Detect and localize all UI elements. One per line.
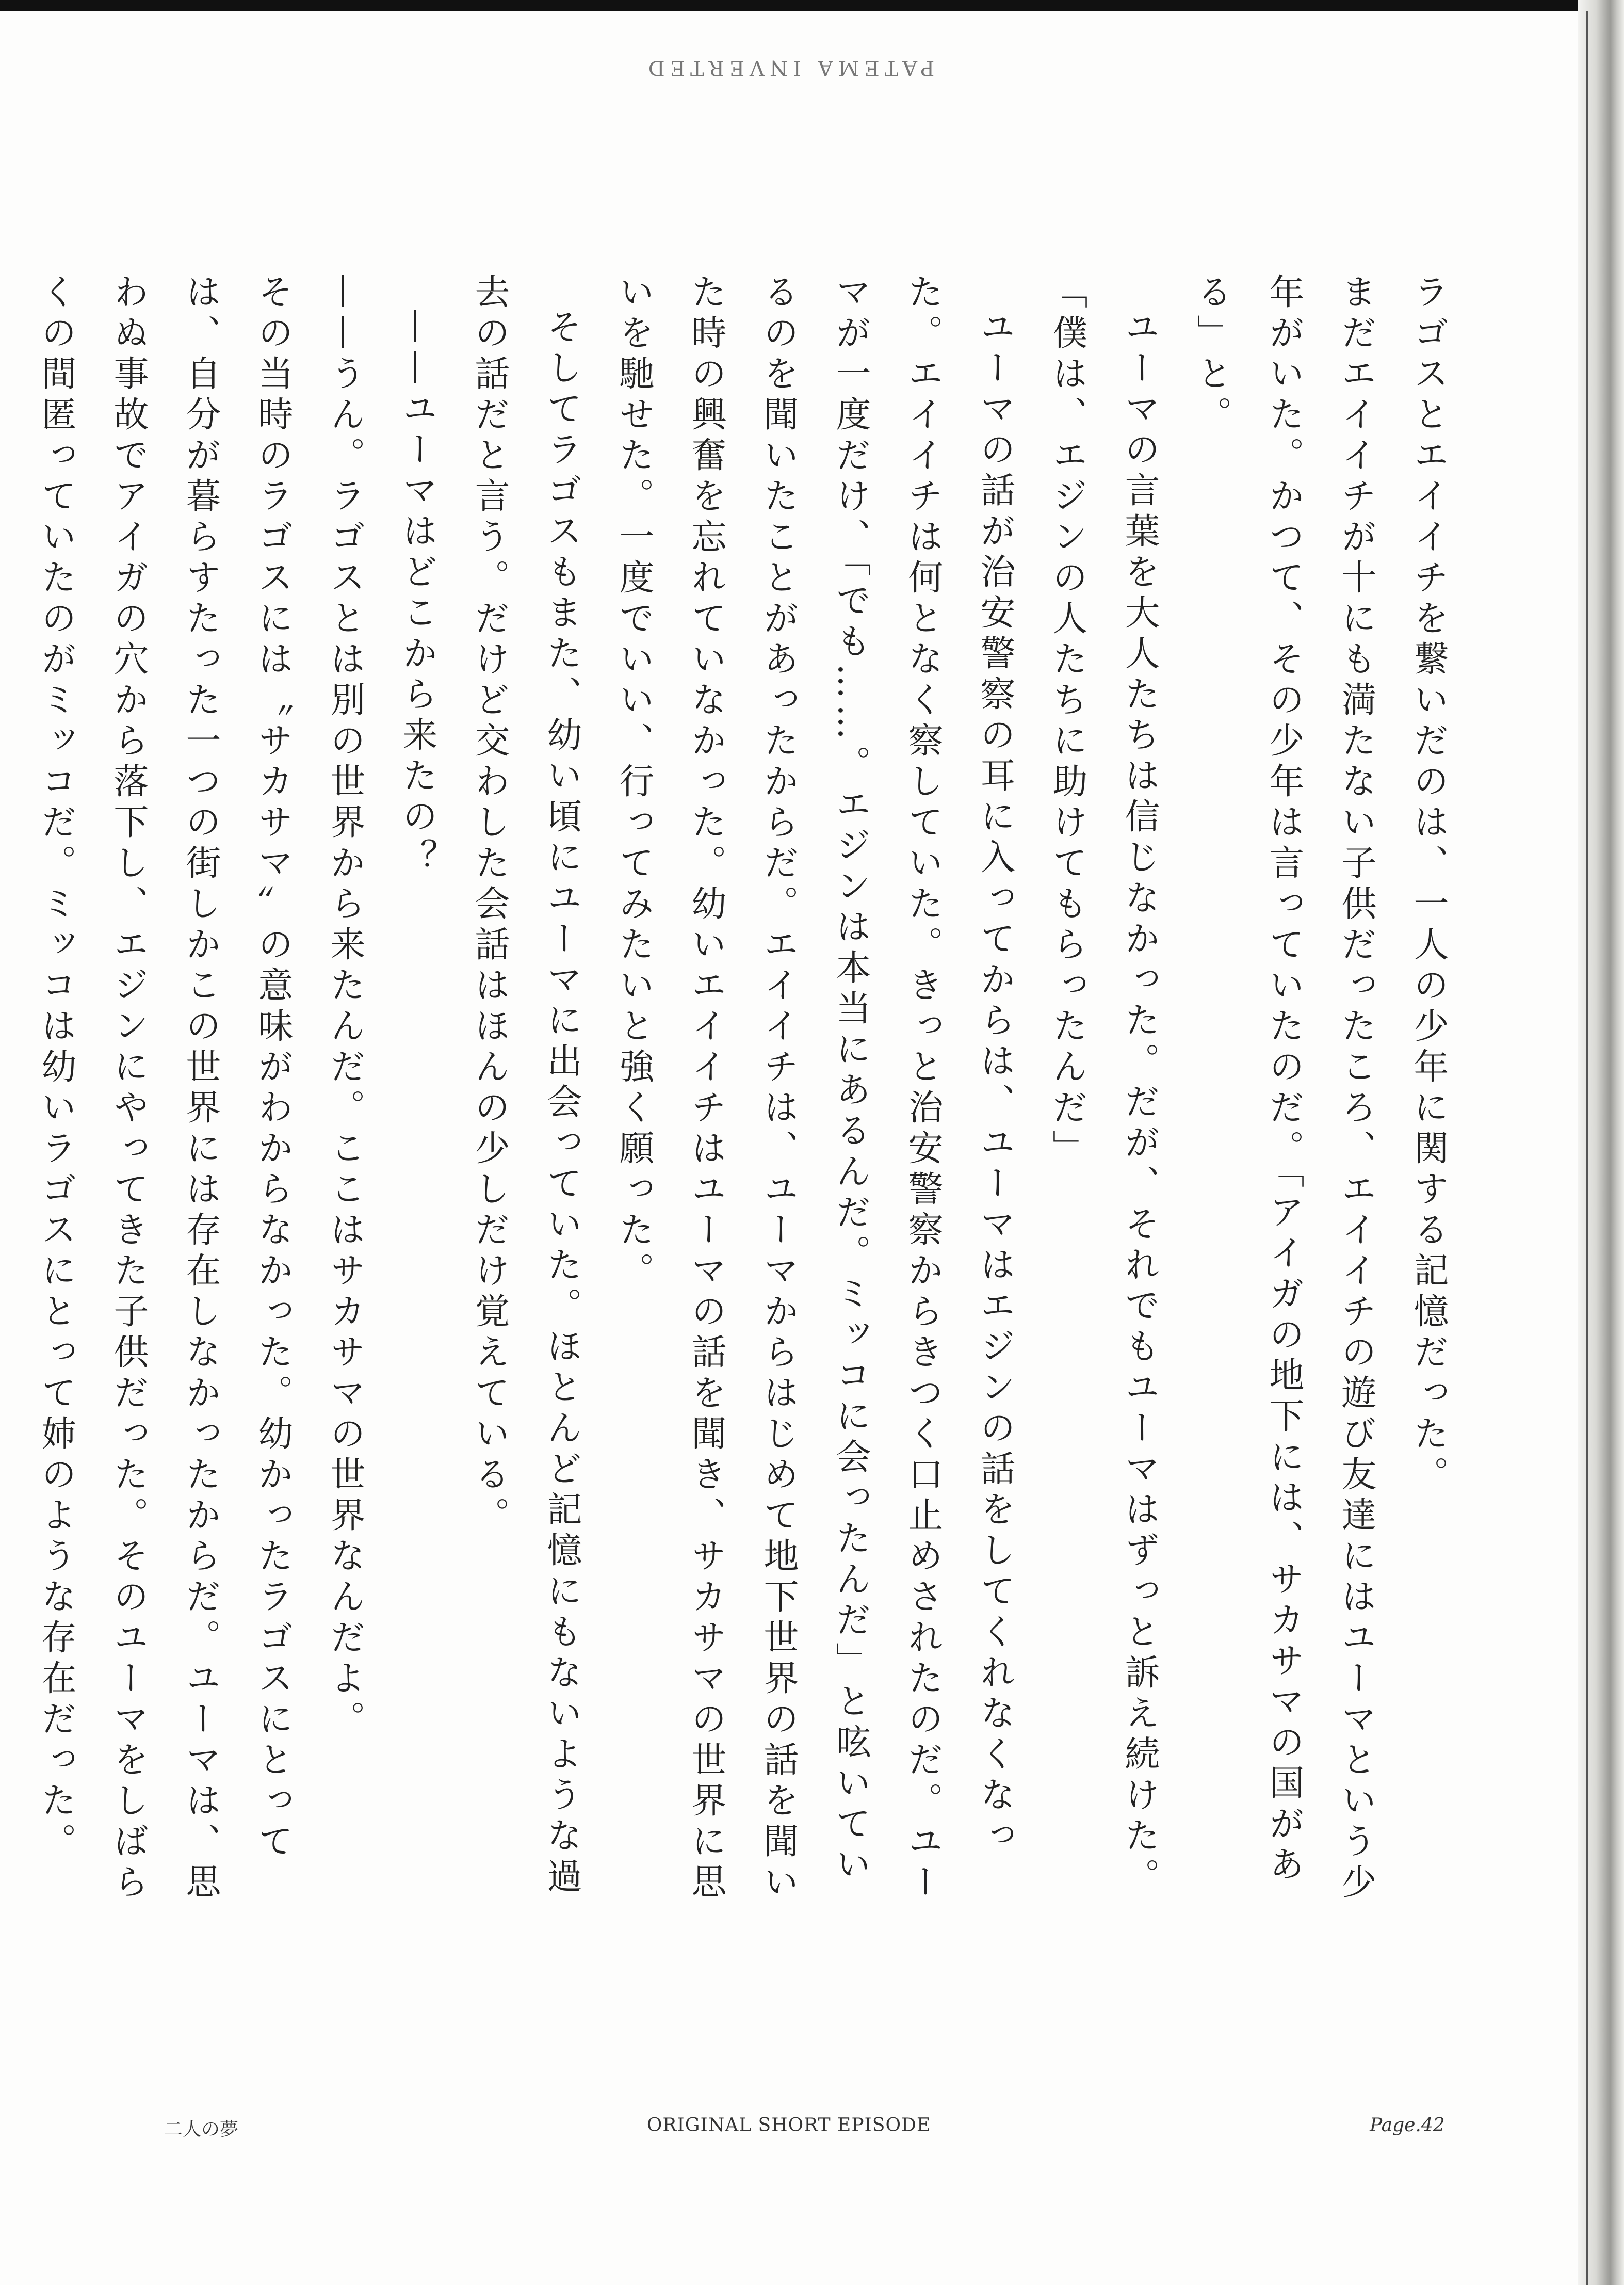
scan-top-edge <box>0 0 1624 11</box>
paragraph-5: ユーマの話が治安警察の耳に入ってからは、ユーマはエジンの話をしてくれなくなった。エイイチは何となく察していた。きっと治安警察からきつく口止めされたのだ。ユーマが一度だけ、「でも……。エジンは本当にあるんだ。ミッコに会ったんだ」と呟いているのを聞いたことがあったからだ。エイイチは、ユーマからはじめて地下世界の話を聞いた時の興奮を忘れていなかった。幼いエイイチはユーマの話を聞き、サカサマの世界に思いを馳せた。一度でいい、行ってみたいと強く願った。 <box>613 273 1015 1904</box>
binding-shadow-line <box>1586 11 1588 2285</box>
paragraph-8-dialogue: ——うん。ラゴスとは別の世界から来たんだ。ここはサカサマの世界なんだよ。 <box>324 273 365 1741</box>
footer-chapter-title: 二人の夢 <box>164 2119 239 2140</box>
footer-page-number: Page.42 <box>1370 2115 1445 2136</box>
paragraph-3: ユーマの言葉を大人たちは信じなかった。だが、それでもユーマはずっと訴え続けた。 <box>1119 309 1160 1898</box>
paragraph-2: まだエイイチが十にも満たない子供だったころ、エイイチの遊び友達にはユーマという少年がいた。かつて、その少年は言っていたのだ。「アイガの地下には、サカサマの国がある」と。 <box>1191 273 1376 1904</box>
paragraph-1: ラゴスとエイイチを繋いだのは、一人の少年に関する記憶だった。 <box>1408 273 1449 1496</box>
paragraph-9: その当時のラゴスには〝サカサマ〟の意味がわからなかった。幼かったラゴスにとっては、自分が暮らすたった一つの街しかこの世界には存在しなかったからだ。ユーマは、思わぬ事故でアイガの穴から落下し、エジンにやってきた子供だった。そのユーマをしばらくの間匿っていたのがミッコだ。ミッコは幼いラゴスにとって姉のような存在だった。 <box>36 273 293 1904</box>
vertical-body-text <box>20 273 1464 1914</box>
page-binding-edge <box>1578 0 1624 2285</box>
footer-section-label: ORIGINAL SHORT EPISODE <box>646 2115 931 2136</box>
paragraph-4-dialogue: 「僕は、エジンの人たちに助けてもらったんだ」 <box>1047 273 1087 1170</box>
paragraph-7-dialogue: ——ユーマはどこから来たの？ <box>397 309 437 879</box>
paragraph-6: そしてラゴスもまた、幼い頃にユーマに出会っていた。ほとんど記憶にもないような過去の話だと言う。だけど交わした会話はほんの少しだけ覚えている。 <box>469 273 582 1898</box>
running-title: PATEMA INVERTED <box>643 56 935 79</box>
